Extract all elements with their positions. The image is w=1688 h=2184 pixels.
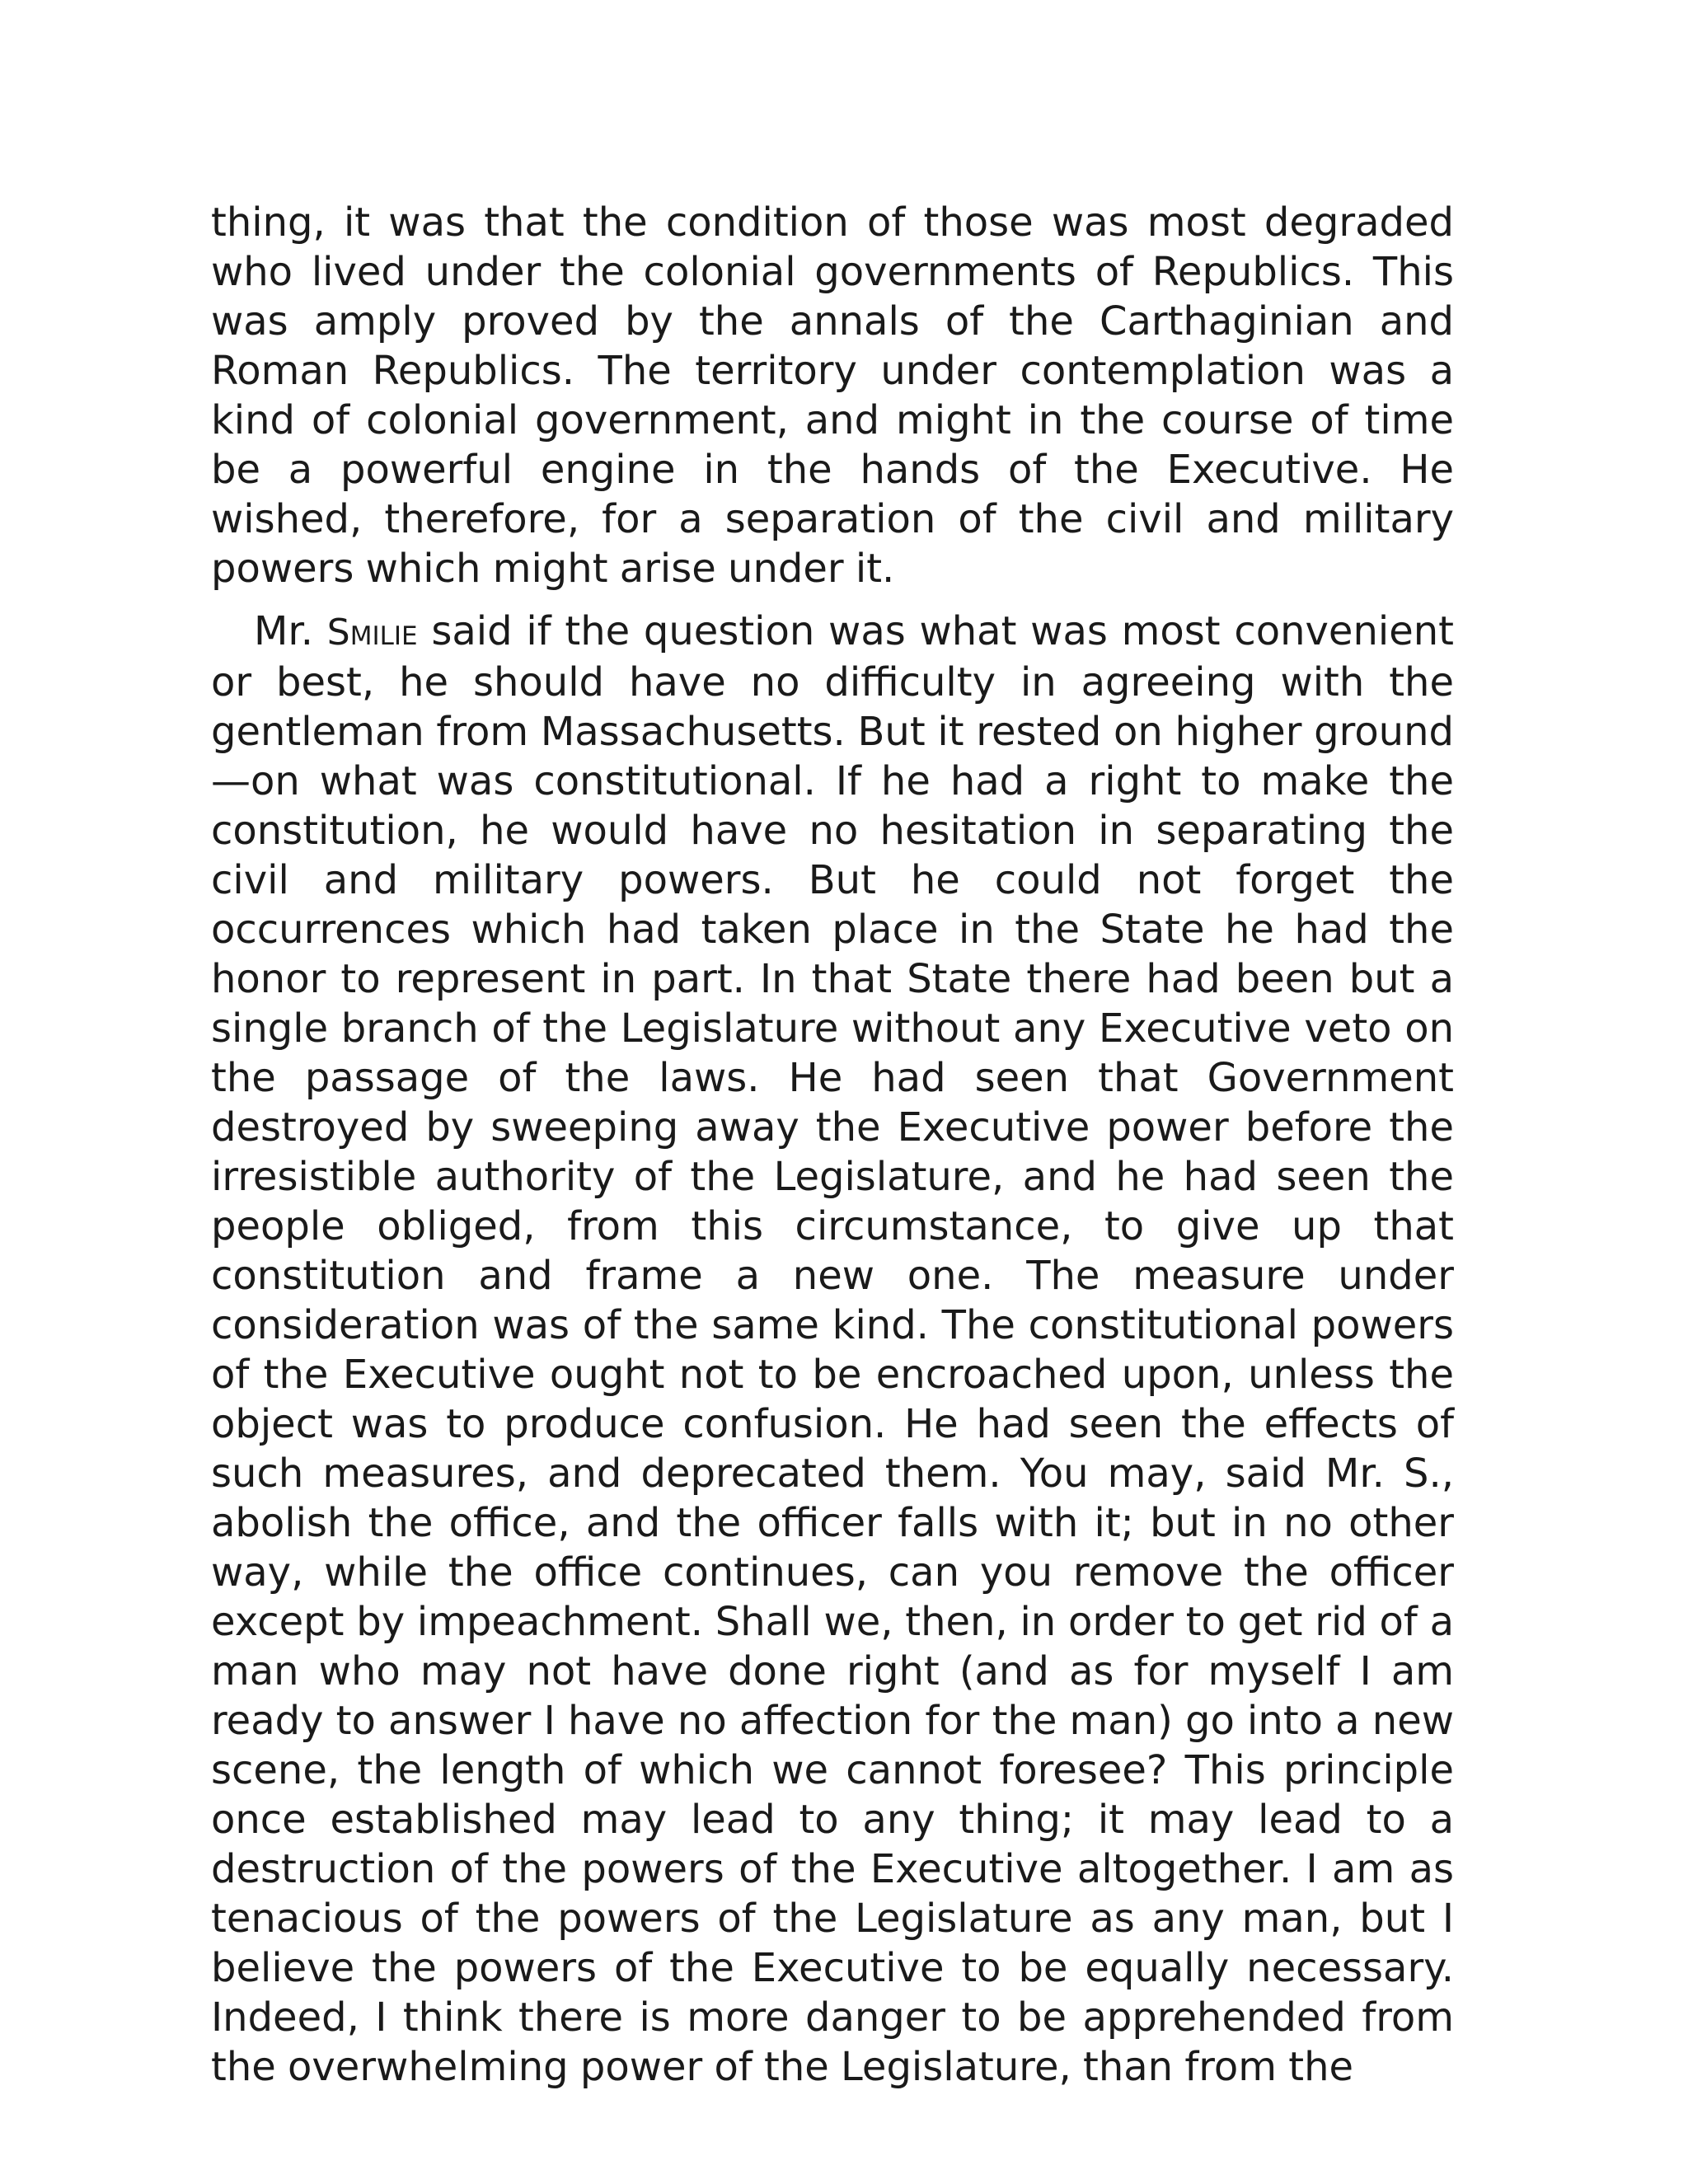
document-page	[211, 198, 1454, 2092]
paragraph-1-text: thing, it was that the condition of those was most degraded who lived under the colonial governments of Republics. This was amply proved by the annals of the Carthaginian and Roman Republics. The territory under contemplation was a kind of colonial government, and might in the course of time be a powerful engine in the hands of the Executive. He wished, therefore, for a separation of the civil and military powers which might arise under it.	[211, 199, 1454, 592]
paragraph-2	[211, 607, 1454, 2092]
paragraph-2-text: said if the question was what was most convenient or best, he should have no difficulty in agreeing with the gentleman from Massachusetts. But it rested on higher ground—on what was constitutional. If he had a right to make the constitution, he would have no hesitation in separating the civil and military powers. But he could not forget the occurrences which had taken place in the State he had the honor to represent in part. In that State there had been but a single branch of the Legislature without any Executive veto on the passage of the laws. He had seen that Government destroyed by sweeping away the Executive power before the irresistible authority of the Legislature, and he had seen the people obliged, from this circumstance, to give up that constitution and frame a new one. The measure under consideration was of the same kind. The constitutional powers of the Executive ought not to be encroached upon, unless the object was to produce confusion. He had seen the effects of such measures, and deprecated them. You may, said Mr. S., abolish the office, and the officer falls with it; but in no other way, while the office continues, can you remove the officer except by impeachment. Shall we, then, in order to get rid of a man who may not have done right (and as for myself I am ready to answer I have no affection for the man) go into a new scene, the length of which we cannot foresee? This principle once established may lead to any thing; it may lead to a destruction of the powers of the Executive altogether. I am as tenacious of the powers of the Legislature as any man, but I believe the powers of the Executive to be equally necessary. Indeed, I think there is more danger to be apprehended from the overwhelming power of the Legislature, than from the	[211, 608, 1454, 2090]
speaker-name: Smilie	[326, 612, 418, 654]
speaker-prefix: Mr.	[254, 608, 327, 654]
paragraph-1	[211, 198, 1454, 593]
